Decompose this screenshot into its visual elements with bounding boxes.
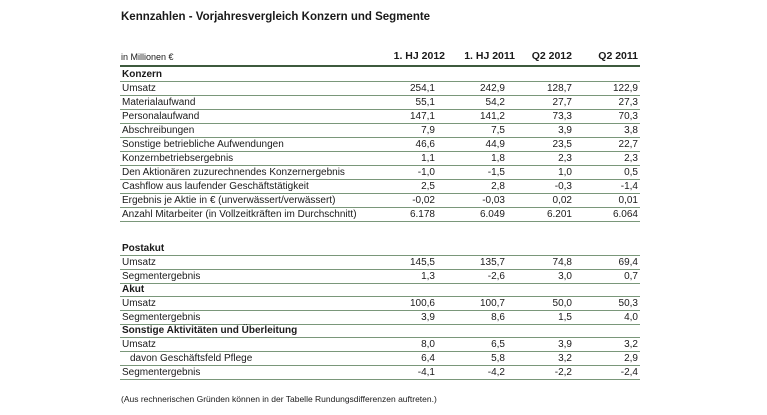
table-cell: -0,02: [412, 195, 435, 206]
table-row: [120, 124, 640, 138]
table-cell: 70,3: [618, 111, 638, 122]
table-cell: -1,5: [487, 167, 505, 178]
row-label: Ergebnis je Aktie in € (unverwässert/verwässert): [122, 195, 336, 206]
table-row: [120, 208, 640, 222]
table-cell: 6.178: [409, 209, 435, 220]
table-cell: 55,1: [415, 97, 435, 108]
table-cell: 122,9: [612, 83, 638, 94]
table-cell: 147,1: [409, 111, 435, 122]
col-header-q22012: Q2 2012: [531, 50, 572, 62]
row-label: Den Aktionären zuzurechnendes Konzernergebnis: [122, 167, 345, 178]
row-label: davon Geschäftsfeld Pflege: [130, 353, 253, 364]
table-cell: 100,7: [479, 298, 505, 309]
table-cell: 6.064: [612, 209, 638, 220]
table-row: [120, 194, 640, 208]
table-cell: 5,8: [491, 353, 505, 364]
table-cell: -2,2: [554, 367, 572, 378]
table-row: [120, 138, 640, 152]
row-label: Personalaufwand: [122, 111, 200, 122]
table-cell: 2,3: [558, 153, 572, 164]
table-cell: 242,9: [479, 83, 505, 94]
row-label: Konzernbetriebsergebnis: [122, 153, 234, 164]
table-cell: 3,9: [558, 125, 572, 136]
section-heading-sonstige: [120, 324, 640, 338]
table-cell: 1,0: [558, 167, 572, 178]
footnote: (Aus rechnerischen Gründen können in der Tabelle Rundungsdifferenzen auftreten.): [121, 394, 437, 404]
table-row: [120, 256, 640, 270]
table-cell: 254,1: [409, 83, 435, 94]
table-cell: 1,1: [421, 153, 435, 164]
row-label: Umsatz: [122, 339, 156, 350]
table-cell: 0,01: [618, 195, 638, 206]
row-label: Umsatz: [122, 83, 156, 94]
table-row: [120, 352, 640, 366]
table-cell: 3,2: [624, 339, 638, 350]
table-row: [120, 180, 640, 194]
table-cell: 27,3: [618, 97, 638, 108]
table-row: [120, 366, 640, 380]
row-label: Cashflow aus laufender Geschäftstätigkeit: [122, 181, 309, 192]
table-cell: 8,0: [421, 339, 435, 350]
row-label: Anzahl Mitarbeiter (in Vollzeitkräften im Durchschnitt): [122, 209, 357, 220]
table-cell: 6.201: [546, 209, 572, 220]
table-cell: 128,7: [546, 83, 572, 94]
table-row: [120, 270, 640, 284]
table-cell: 3,9: [558, 339, 572, 350]
table-cell: 23,5: [552, 139, 572, 150]
table-cell: 1,8: [491, 153, 505, 164]
table-cell: 3,2: [558, 353, 572, 364]
table-cell: 0,02: [552, 195, 572, 206]
col-header-1hj2011: 1. HJ 2011: [464, 50, 515, 62]
table-cell: 145,5: [409, 257, 435, 268]
table-cell: 6,5: [491, 339, 505, 350]
table-cell: 6.049: [479, 209, 505, 220]
table-cell: -2,6: [487, 271, 505, 282]
table-cell: -4,2: [487, 367, 505, 378]
unit-label: in Millionen €: [121, 52, 174, 62]
col-header-1hj2012: 1. HJ 2012: [393, 50, 445, 62]
table-cell: 3,0: [558, 271, 572, 282]
row-label: Materialaufwand: [122, 97, 196, 108]
table-cell: 3,9: [421, 312, 435, 323]
table-row: [120, 166, 640, 180]
section-label: Postakut: [122, 243, 165, 254]
table-cell: 141,2: [479, 111, 505, 122]
row-label: Segmentergebnis: [122, 312, 201, 323]
section-label: Konzern: [122, 69, 162, 80]
section-label: Sonstige Aktivitäten und Überleitung: [122, 325, 298, 336]
table-cell: 46,6: [415, 139, 435, 150]
table-cell: -1,0: [417, 167, 435, 178]
table-cell: 27,7: [552, 97, 572, 108]
table-cell: 1,5: [558, 312, 572, 323]
table-cell: 0,7: [624, 271, 638, 282]
table-row: [120, 338, 640, 352]
row-label: Segmentergebnis: [122, 367, 201, 378]
table-cell: 2,5: [421, 181, 435, 192]
table-cell: 73,3: [552, 111, 572, 122]
table-cell: 44,9: [485, 139, 505, 150]
table-cell: 50,3: [618, 298, 638, 309]
table-row: [120, 110, 640, 124]
table-cell: 2,3: [624, 153, 638, 164]
table-cell: 135,7: [479, 257, 505, 268]
table-cell: 50,0: [552, 298, 572, 309]
table-cell: -1,4: [620, 181, 638, 192]
table-row: [120, 96, 640, 110]
table-row: [120, 82, 640, 96]
row-label: Umsatz: [122, 298, 156, 309]
table-cell: -4,1: [417, 367, 435, 378]
section-heading-postakut: [120, 242, 640, 256]
table-row: [120, 297, 640, 311]
table-cell: 3,8: [624, 125, 638, 136]
table-cell: 7,5: [491, 125, 505, 136]
table-cell: -0,03: [482, 195, 505, 206]
table-cell: 69,4: [618, 257, 638, 268]
section-heading-konzern: [120, 68, 640, 82]
table-cell: 2,8: [491, 181, 505, 192]
table-cell: 1,3: [421, 271, 435, 282]
row-label: Sonstige betriebliche Aufwendungen: [122, 139, 284, 150]
row-label: Segmentergebnis: [122, 271, 201, 282]
table-cell: 100,6: [409, 298, 435, 309]
table-cell: 8,6: [491, 312, 505, 323]
header-divider: [120, 65, 640, 67]
table-cell: 2,9: [624, 353, 638, 364]
col-header-q22011: Q2 2011: [598, 50, 638, 62]
table-cell: 74,8: [552, 257, 572, 268]
row-label: Abschreibungen: [122, 125, 195, 136]
table-cell: 4,0: [624, 312, 638, 323]
section-label: Akut: [122, 284, 145, 295]
row-label: Umsatz: [122, 257, 156, 268]
table-cell: -2,4: [620, 367, 638, 378]
table-cell: 54,2: [485, 97, 505, 108]
table-row: [120, 311, 640, 325]
table-row: [120, 152, 640, 166]
table-title: Kennzahlen - Vorjahresvergleich Konzern und Segmente: [121, 11, 431, 23]
section-heading-akut: [120, 283, 640, 297]
table-cell: 22,7: [618, 139, 638, 150]
table-cell: -0,3: [554, 181, 572, 192]
table-cell: 0,5: [624, 167, 638, 178]
table-cell: 7,9: [421, 125, 435, 136]
table-cell: 6,4: [421, 353, 435, 364]
